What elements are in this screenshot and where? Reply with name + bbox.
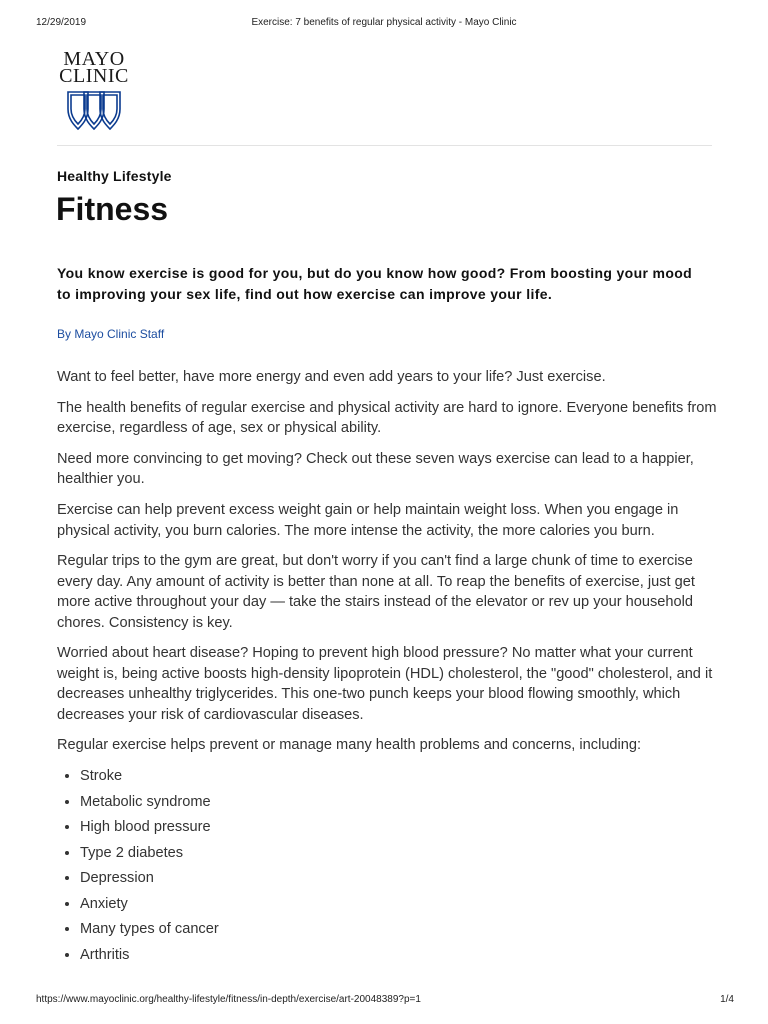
print-header xyxy=(0,17,768,31)
print-url: https://www.mayoclinic.org/healthy-lifestyle/fitness/in-depth/exercise/art-20048389?p=1 xyxy=(36,994,421,1005)
print-date: 12/29/2019 xyxy=(36,17,87,28)
body-paragraph: Exercise can help prevent excess weight gain or help maintain weight loss. When you engage in physical activity, you burn calories. The more intense the activity, the more calories you burn. xyxy=(57,502,679,539)
list-item: • Type 2 diabetes xyxy=(80,843,717,869)
list-item: • Arthritis xyxy=(80,945,717,971)
article-body xyxy=(57,367,717,970)
list-item: • Anxiety xyxy=(80,894,717,920)
list-item: • Metabolic syndrome xyxy=(80,792,717,818)
body-paragraph: Regular trips to the gym are great, but don't worry if you can't find a large chunk of time to exercise every day. Any amount of activity is better than none at all. To reap the benefits of exercise, just get more active throughout your day — take the stairs instead of the elevator or rev up your household chores. Consistency is key. xyxy=(57,553,695,631)
article-summary: You know exercise is good for you, but do you know how good? From boosting your mood to improving your sex life, find out how exercise can improve your life. xyxy=(57,265,693,302)
logo-word-mayo: MAYO xyxy=(63,48,125,70)
body-paragraph: The health benefits of regular exercise and physical activity are hard to ignore. Everyone benefits from exercise, regardless of age, sex or physical ability. xyxy=(57,399,717,437)
body-paragraph: Regular exercise helps prevent or manage many health problems and concerns, including: xyxy=(57,737,642,754)
list-item: • Many types of cancer xyxy=(80,919,717,945)
mayo-clinic-logo[interactable] xyxy=(56,48,136,133)
body-paragraph: Worried about heart disease? Hoping to prevent high blood pressure? No matter what your current weight is, being active boosts high-density lipoprotein (HDL) cholesterol, the "good" cholesterol, and it decreases unhealthy triglycerides. This one-two punch keeps your blood flowing smoothly, which decreases your risk of cardiovascular diseases. xyxy=(57,645,713,723)
body-paragraph: Need more convincing to get moving? Check out these seven ways exercise can lead to a happier, healthier you. xyxy=(57,451,694,488)
print-document-title: Exercise: 7 benefits of regular physical activity - Mayo Clinic xyxy=(251,17,517,28)
page-title: Fitness xyxy=(56,191,169,227)
three-shields-icon xyxy=(66,89,122,131)
section-label[interactable]: Healthy Lifestyle xyxy=(57,168,172,184)
logo-word-clinic: CLINIC xyxy=(59,65,129,87)
byline-link[interactable]: By Mayo Clinic Staff xyxy=(57,327,165,341)
header-divider xyxy=(57,145,712,146)
body-paragraph: Want to feel better, have more energy and even add years to your life? Just exercise. xyxy=(57,369,606,385)
list-item: • Depression xyxy=(80,868,717,894)
page-number: 1/4 xyxy=(720,994,734,1005)
list-item: • High blood pressure xyxy=(80,817,717,843)
list-item: • Stroke xyxy=(80,766,717,792)
health-problems-list xyxy=(57,766,717,970)
